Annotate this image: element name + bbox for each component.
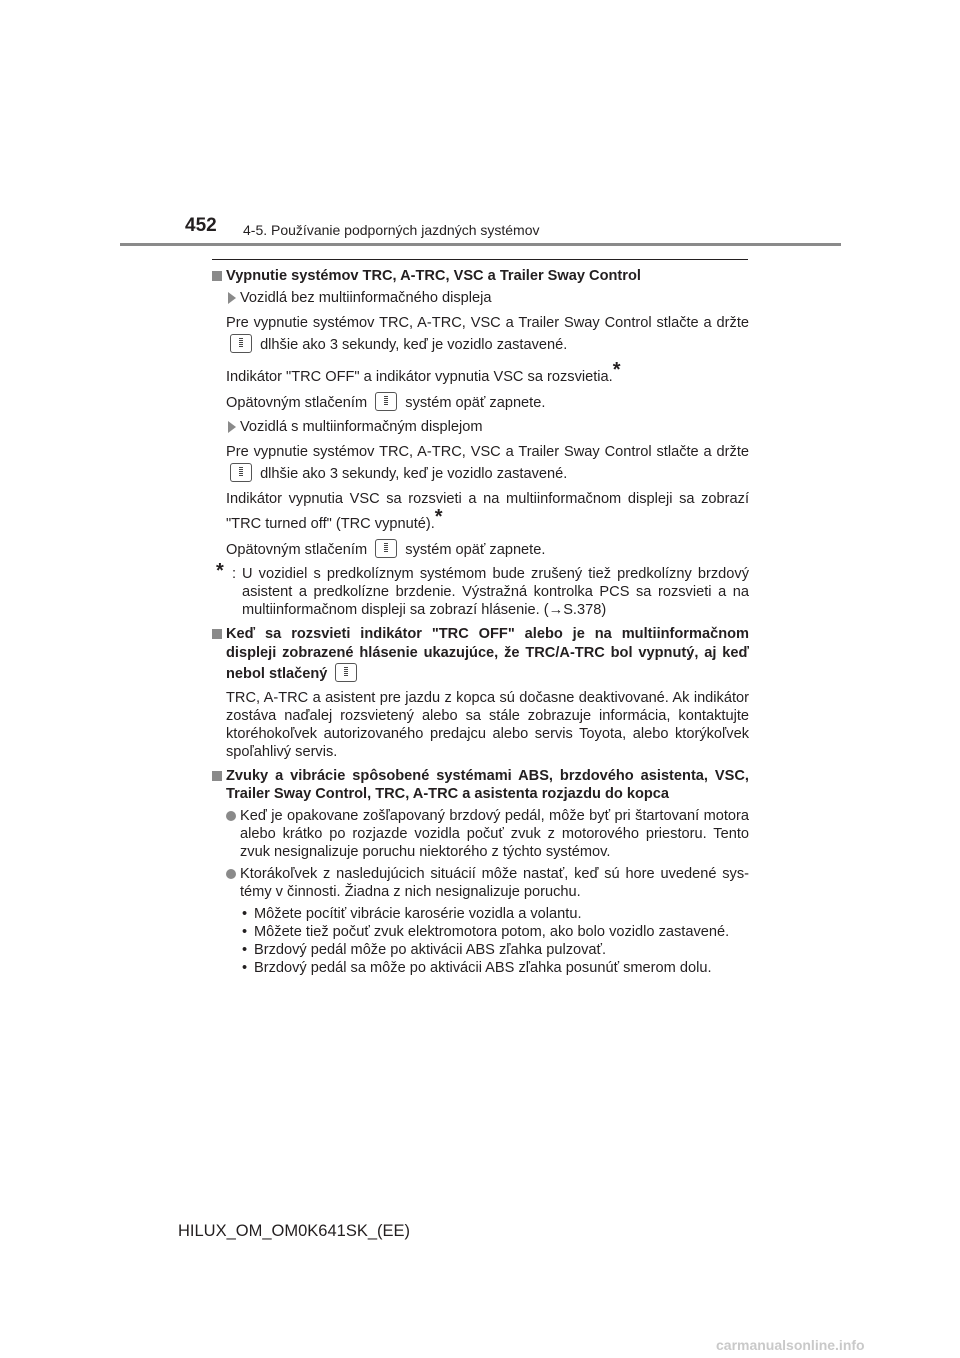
footnote-text: U vozidiel s predkolíznym systémom bude zrušený tiež predkolízny brzdový asistent a predkolízne brzdenie. Výstražná kontrolka PCS sa rozsvieti a na multiinformačnom displeji sa zobrazí hlásenie. (→S.378) [242,566,749,618]
footnote-marker: * [612,359,621,381]
section-heading-sounds [212,767,749,803]
page-number: 452 [185,215,217,236]
chapter-title: 4-5. Používanie podporných jazdných systémov [243,222,540,238]
text: Pre vypnutie systémov TRC, A-TRC, VSC a Trailer Sway Control stlačte a držte [226,315,749,331]
text: Opätovným stlačením [226,395,368,411]
subsection-label: Vozidlá bez multiinformačného displeja [240,290,492,306]
gray-square-icon [212,771,222,781]
paragraph [212,441,749,485]
subsection-label: Vozidlá s multiinformačným displejom [240,419,483,435]
subsection-no-display [212,289,749,307]
paragraph [212,392,749,412]
vsc-off-button-icon [230,334,252,353]
section-title: Vypnutie systémov TRC, A-TRC, VSC a Trailer Sway Control [226,268,641,284]
paragraph [212,689,749,761]
text: Ktorákoľvek z nasledujúcich situácií môže nastať, keď sú hore uvedené systémy v činnosti. Žiadna z nich nesignalizuje poruchu. [240,866,749,900]
gray-triangle-icon [228,421,236,433]
footnote [212,560,749,619]
paragraph [212,539,749,559]
section-rule [212,259,748,260]
bullet-item: • Môžete pocítiť vibrácie karosérie vozidla a volantu. [240,905,749,923]
text: Pre vypnutie systémov TRC, A-TRC, VSC a Trailer Sway Control stlačte a držte [226,444,749,460]
bullet-item: • Brzdový pedál môže po aktivácii ABS zľahka pulzovať. [240,941,749,959]
bullet-item: • Brzdový pedál sa môže po aktivácii ABS zľahka posunúť smerom dolu. [240,959,749,977]
paragraph [212,361,749,386]
watermark: carmanualsonline.info [716,1337,865,1353]
vsc-off-button-icon [375,392,397,411]
gray-dot-icon [226,811,236,821]
footnote-marker: * [216,560,224,582]
text: dlhšie ako 3 sekundy, keď je vozidlo zastavené. [260,337,568,353]
vsc-off-button-icon [335,663,357,682]
gray-triangle-icon [228,292,236,304]
list-item [212,807,749,861]
text: systém opäť zapnete. [405,542,546,558]
gray-dot-icon [226,869,236,879]
text: Indikátor vypnutia VSC sa rozsvieti a na multiinformačnom displeji sa zobrazí "TRC turned off" (TRC vypnuté). [226,491,749,532]
bullet-list [212,905,749,977]
section-title: Zvuky a vibrácie spôsobené systémami ABS, brzdového asistenta, VSC, Trailer Sway Control, TRC, A-TRC a asistenta rozjazdu do kopca [226,768,749,802]
text: Keď je opakovane zošľapovaný brzdový pedál, môže byť pri štartovaní motora alebo krátko po rozjazde vozidla počuť zvuk z motorového priestoru. Tento zvuk nesignalizuje poruchu niektorého z týchto systémov. [240,808,749,860]
footnote-colon: : [232,566,237,582]
text: dlhšie ako 3 sekundy, keď je vozidlo zastavené. [260,466,568,482]
section-heading-trc-indicator [212,625,749,684]
gray-square-icon [212,629,222,639]
footnote-marker: * [434,506,443,528]
section-heading-trc-off [212,267,749,285]
paragraph [212,312,749,356]
text: TRC, A-TRC a asistent pre jazdu z kopca sú dočasne deaktivované. Ak indikátor zostáva naďalej rozsvietený alebo sa stále zobrazuje informácia, kontaktujte ktoréhokoľvek autorizovaného predajcu alebo servis Toyota, alebo ktorýkoľvek spoľahlivý servis. [226,690,749,760]
text: Indikátor "TRC OFF" a indikátor vypnutia VSC sa rozsvietia. [226,369,613,385]
section-title: Keď sa rozsvieti indikátor "TRC OFF" alebo je na multiinformačnom displeji zobrazené hlásenie ukazujúce, že TRC/A-TRC bol vypnutý, aj keď nebol stlačený [226,626,749,682]
gray-square-icon [212,271,222,281]
bullet-item: • Môžete tiež počuť zvuk elektromotora potom, ako bolo vozidlo zastavené. [240,923,749,941]
subsection-with-display [212,418,749,436]
header-rule [120,243,841,246]
paragraph [212,490,749,533]
vsc-off-button-icon [375,539,397,558]
page-content [212,264,749,977]
text: systém opäť zapnete. [405,395,546,411]
vsc-off-button-icon [230,463,252,482]
list-item [212,865,749,901]
text: Opätovným stlačením [226,542,368,558]
document-code: HILUX_OM_OM0K641SK_(EE) [178,1222,411,1240]
